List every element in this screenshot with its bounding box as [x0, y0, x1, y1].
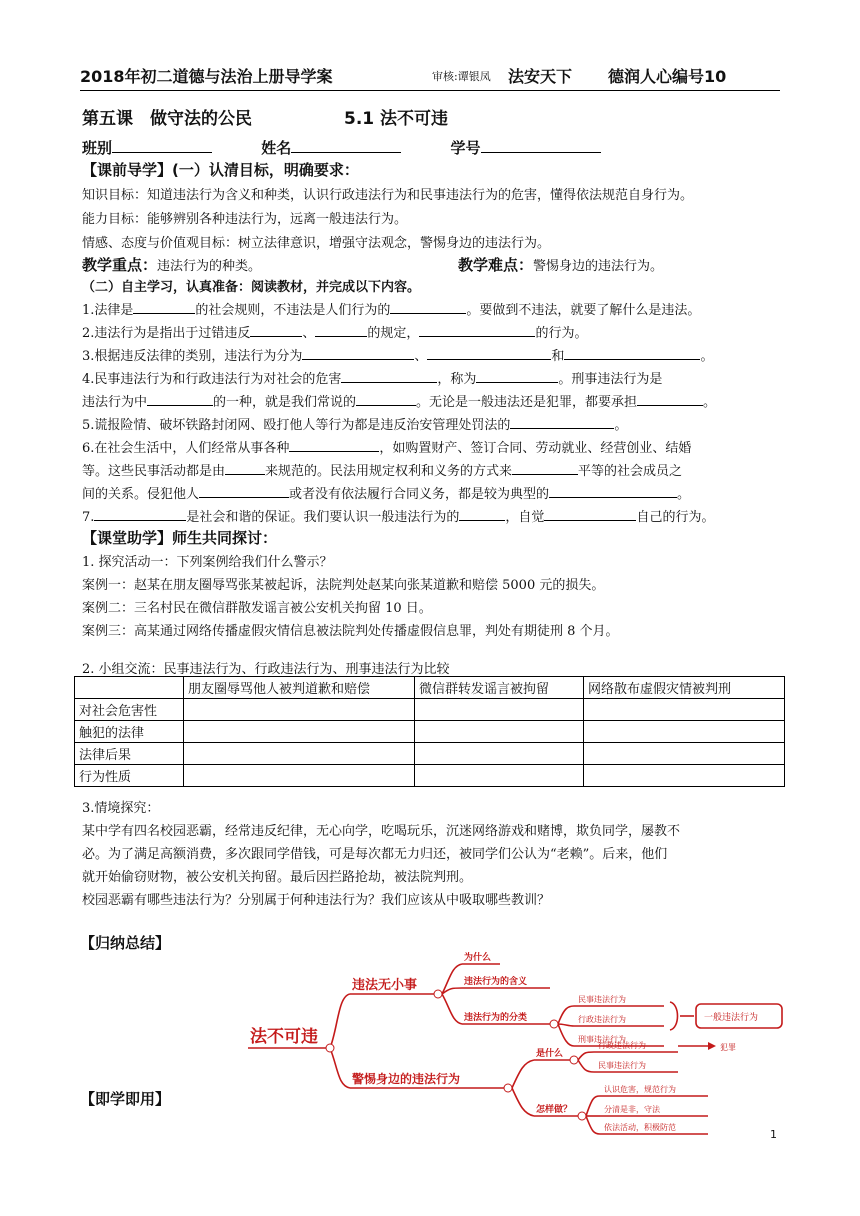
q4-text-c: 。刑事违法行为是	[558, 372, 663, 387]
class-label: 班别	[82, 139, 113, 157]
criminal-label: 刑事违法行为	[578, 1035, 626, 1044]
key-text: 违法行为的种类。	[157, 259, 262, 274]
number-label: 学号	[450, 139, 481, 157]
q4-text-f: 。无论是一般违法还是犯罪，都要承担	[416, 395, 638, 410]
q6-text-b: ，如购置财产、签订合同、劳动就业、经营创业、结婚	[379, 441, 692, 456]
goal-ability: 能力目标：能够辨别各种违法行为，远离一般违法行为。	[82, 212, 408, 227]
q2-text-a: 2.违法行为是指出于过错违反	[82, 326, 251, 341]
q5-blank-1[interactable]	[510, 416, 614, 429]
how1-connector	[586, 1096, 600, 1116]
self-study-heading: （二）自主学习，认真准备：阅读教材，并完成以下内容。	[82, 280, 421, 295]
goal-attitude: 情感、态度与价值观目标：树立法律意识，增强守法观念，警惕身边的违法行为。	[82, 236, 551, 251]
key-point-row	[82, 254, 261, 275]
q6-blank-5[interactable]	[549, 485, 677, 498]
table-cell[interactable]	[584, 743, 785, 765]
q5-text-a: 5.谎报险情、破坏铁路封闭网、殴打他人等行为都是违反治安管理处罚法的	[82, 418, 511, 433]
question-1	[82, 299, 700, 318]
q1-blank-1[interactable]	[133, 301, 195, 314]
comparison-table	[74, 676, 785, 787]
header-motto-2: 德润人心编号10	[608, 67, 727, 86]
case-3: 案例三：高某通过网络传播虚假灾情信息被法院判处传播虚假信息罪，判处有期徒刑 8 个月。	[82, 624, 619, 639]
b2-admin-connector	[578, 1052, 594, 1060]
q2-text-c: 的规定，	[367, 326, 420, 341]
q2-text-d: 的行为。	[535, 326, 588, 341]
q3-text-d: 。	[700, 349, 714, 364]
table-cell[interactable]	[415, 699, 584, 721]
q4-text-d: 违法行为中	[82, 395, 148, 410]
case-1: 案例一：赵某在朋友圈辱骂张某被起诉，法院判处赵某向张某道歉和赔偿 5000 元的损失。	[82, 578, 605, 593]
civil-label: 民事违法行为	[578, 995, 626, 1004]
page-header	[80, 64, 780, 91]
table-row	[75, 721, 785, 743]
q4-blank-2[interactable]	[476, 370, 558, 383]
student-info-row	[82, 137, 601, 158]
scenario-line-3: 就开始偷窃财物，被公安机关拘留。最后因拦路抢劫，被法院判刑。	[82, 870, 473, 885]
name-blank[interactable]	[291, 140, 401, 153]
table-cell[interactable]	[184, 699, 415, 721]
header-reviewer: 审核:谭银凤	[432, 70, 491, 83]
how-collapse-icon[interactable]	[578, 1112, 586, 1120]
table-cell[interactable]	[584, 699, 785, 721]
table-cell[interactable]	[415, 743, 584, 765]
q5-text-b: 。	[614, 418, 628, 433]
q6-text-a: 6.在社会生活中，人们经常从事各种	[82, 441, 290, 456]
goal-knowledge: 知识目标：知道违法行为含义和种类，认识行政违法行为和民事违法行为的危害，懂得依法规范自身行为。	[82, 188, 694, 203]
question-2	[82, 322, 587, 341]
q7-text-d: 自己的行为。	[636, 510, 715, 525]
q4-blank-4[interactable]	[356, 393, 416, 406]
table-row	[75, 699, 785, 721]
q3-blank-1[interactable]	[302, 347, 414, 360]
table-cell[interactable]	[184, 721, 415, 743]
page-number: 1	[770, 1128, 777, 1141]
q6-text-d: 来规范的。民法用规定权利和义务的方式来	[265, 464, 513, 479]
root-collapse-icon[interactable]	[326, 1044, 334, 1052]
header-motto-1: 法安天下	[508, 67, 573, 86]
general-bracket	[670, 1002, 678, 1030]
how-2-label: 分清是非，守法	[604, 1105, 660, 1114]
scenario-question: 校园恶霸有哪些违法行为？分别属于何种违法行为？我们应该从中吸取哪些教训？	[82, 893, 551, 908]
q3-blank-3[interactable]	[564, 347, 700, 360]
table-header-cell: 朋友圈辱骂他人被判道歉和赔偿	[184, 677, 415, 699]
table-cell[interactable]	[584, 765, 785, 787]
branch-2-label: 警惕身边的违法行为	[352, 1072, 461, 1086]
table-row	[75, 765, 785, 787]
lesson-section: 5.1 法不可违	[344, 109, 449, 129]
activity-1: 1. 探究活动一：下列案例给我们什么警示？	[82, 555, 333, 570]
table-row-label: 行为性质	[75, 765, 184, 787]
scenario-line-2: 必。为了满足高额消费，多次跟同学借钱，可是每次都无力归还，被同学们公认为“老赖”。后来，他们	[82, 847, 668, 862]
b2-civil-label: 民事违法行为	[598, 1061, 646, 1070]
q3-text-b: 、	[414, 349, 428, 364]
types-collapse-icon[interactable]	[550, 1020, 558, 1028]
q4-text-g: 。	[703, 395, 717, 410]
q6-text-e: 平等的社会成员之	[578, 464, 683, 479]
table-header-cell	[75, 677, 184, 699]
q4-text-a: 4.民事违法行为和行政违法行为对社会的危害	[82, 372, 342, 387]
table-row-label: 法律后果	[75, 743, 184, 765]
table-cell[interactable]	[184, 765, 415, 787]
crime-arrow-head-icon	[708, 1042, 716, 1050]
how-3-label: 依法活动，积极防范	[604, 1123, 676, 1132]
difficulty-row	[458, 254, 663, 275]
q1-text-a: 1.法律是	[82, 303, 134, 318]
q7-text-b: 是社会和谐的保证。我们要认识一般违法行为的	[186, 510, 460, 525]
activity-3: 3.情境探究：	[82, 801, 160, 816]
civil-connector	[558, 1006, 574, 1024]
q1-text-c: 。要做到不违法，就要了解什么是违法。	[466, 303, 701, 318]
meaning-label: 违法行为的含义	[464, 977, 528, 987]
q3-text-c: 和	[551, 349, 565, 364]
table-cell[interactable]	[415, 765, 584, 787]
branch-1-label: 违法无小事	[352, 978, 418, 993]
q4-blank-1[interactable]	[341, 370, 437, 383]
branch-2-collapse-icon[interactable]	[504, 1084, 512, 1092]
what-collapse-icon[interactable]	[570, 1056, 578, 1064]
b2-admin-label: 行政违法行为	[598, 1041, 646, 1050]
mind-map	[238, 948, 798, 1138]
types-connector	[442, 994, 462, 1024]
question-7	[82, 506, 714, 525]
question-5	[82, 414, 627, 433]
q3-text-a: 3.根据违反法律的类别，违法行为分为	[82, 349, 303, 364]
why-label: 为什么	[464, 953, 492, 963]
general-label: 一般违法行为	[704, 1013, 759, 1023]
table-header-cell: 网络散布虚假灾情被判刑	[584, 677, 785, 699]
q3-blank-2[interactable]	[427, 347, 551, 360]
branch-1-collapse-icon[interactable]	[434, 990, 442, 998]
how3-connector	[586, 1116, 600, 1134]
q2-blank-3[interactable]	[419, 324, 535, 337]
question-6-line-2	[82, 460, 682, 479]
mind-map-root: 法不可违	[250, 1027, 318, 1047]
question-6-line-1	[82, 437, 691, 456]
how-1-label: 认识危害，规范行为	[604, 1085, 676, 1094]
branch-2-connector	[330, 1048, 350, 1088]
name-label: 姓名	[261, 139, 292, 157]
q2-blank-2[interactable]	[315, 324, 367, 337]
lesson-unit: 第五课 做守法的公民	[82, 109, 252, 129]
q7-blank-2[interactable]	[459, 508, 505, 521]
table-row	[75, 743, 785, 765]
q7-text-c: ，自觉	[505, 510, 545, 525]
practice-heading: 【即学即用】	[80, 1090, 171, 1108]
table-cell[interactable]	[184, 743, 415, 765]
types-label: 违法行为的分类	[464, 1013, 528, 1023]
b2-civil-connector	[578, 1060, 594, 1072]
table-cell[interactable]	[584, 721, 785, 743]
q6-text-h: 。	[677, 487, 691, 502]
q7-blank-3[interactable]	[544, 508, 636, 521]
question-4-line-2	[82, 391, 716, 410]
question-3	[82, 345, 713, 364]
q4-blank-3[interactable]	[147, 393, 213, 406]
table-row-label: 对社会危害性	[75, 699, 184, 721]
admin-connector	[558, 1024, 574, 1026]
what-label: 是什么	[536, 1049, 564, 1059]
number-blank[interactable]	[481, 140, 601, 153]
q4-text-e: 的一种，就是我们常说的	[213, 395, 357, 410]
activity-2: 2. 小组交流：民事违法行为、行政违法行为、刑事违法行为比较	[82, 662, 450, 677]
q6-blank-2[interactable]	[225, 462, 265, 475]
q1-text-b: 的社会规则，不违法是人们行为的	[195, 303, 391, 318]
why-connector	[442, 964, 462, 994]
how-connector	[512, 1088, 534, 1116]
classroom-heading: 【课堂助学】师生共同探讨：	[82, 529, 278, 547]
q6-text-c: 等。这些民事活动都是由	[82, 464, 226, 479]
q7-text-a: 7.	[82, 510, 95, 525]
table-header-row	[75, 677, 785, 699]
q2-blank-1[interactable]	[250, 324, 302, 337]
question-4-line-1	[82, 368, 662, 387]
q6-blank-1[interactable]	[289, 439, 379, 452]
difficulty-text: 警惕身边的违法行为。	[533, 259, 664, 274]
q1-blank-2[interactable]	[390, 301, 466, 314]
question-6-line-3	[82, 483, 690, 502]
class-blank[interactable]	[112, 140, 212, 153]
q2-text-b: 、	[302, 326, 316, 341]
header-title: 2018年初二道德与法治上册导学案	[80, 67, 333, 86]
key-label: 教学重点：	[82, 256, 158, 274]
difficulty-label: 教学难点：	[458, 256, 534, 274]
q7-blank-1[interactable]	[94, 508, 186, 521]
prelearn-heading: 【课前导学】(一）认清目标，明确要求：	[82, 161, 359, 179]
how-label: 怎样做？	[536, 1105, 573, 1115]
admin-label: 行政违法行为	[578, 1015, 626, 1024]
branch-1-connector	[330, 994, 350, 1048]
q6-text-f: 间的关系。侵犯他人	[82, 487, 200, 502]
q4-text-b: ，称为	[437, 372, 477, 387]
q6-text-g: 或者没有依法履行合同义务，都是较为典型的	[289, 487, 550, 502]
q6-blank-3[interactable]	[512, 462, 578, 475]
q4-blank-5[interactable]	[637, 393, 703, 406]
what-connector	[512, 1060, 534, 1088]
table-header-cell: 微信群转发谣言被拘留	[415, 677, 584, 699]
scenario-line-1: 某中学有四名校园恶霸，经常违反纪律，无心向学，吃喝玩乐，沉迷网络游戏和赌博，欺负同学，屡教不	[82, 824, 681, 839]
case-2: 案例二：三名村民在微信群散发谣言被公安机关拘留 10 日。	[82, 601, 432, 616]
table-row-label: 触犯的法律	[75, 721, 184, 743]
table-cell[interactable]	[415, 721, 584, 743]
crime-label: 犯罪	[720, 1043, 736, 1052]
summary-heading: 【归纳总结】	[80, 934, 171, 952]
q6-blank-4[interactable]	[199, 485, 289, 498]
criminal-connector	[558, 1024, 574, 1046]
